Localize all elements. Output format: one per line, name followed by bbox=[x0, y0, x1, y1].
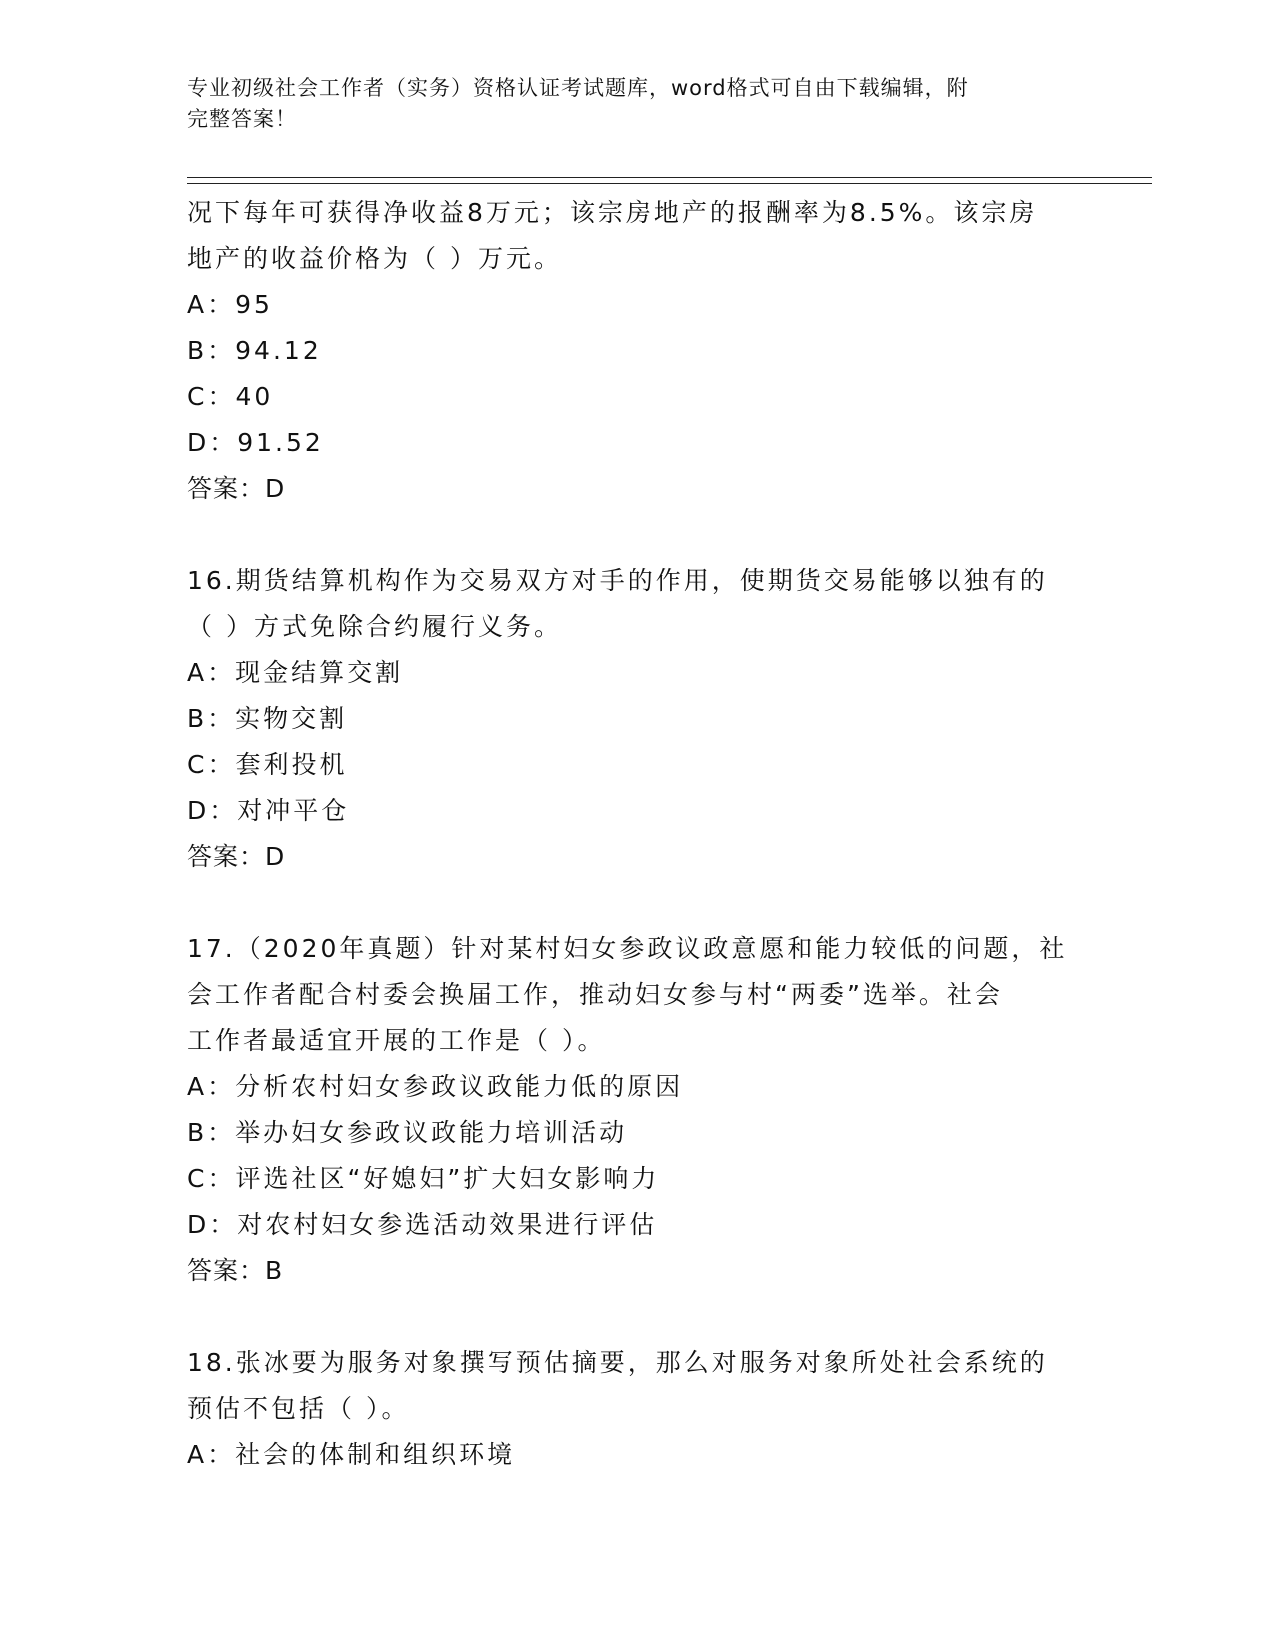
question-17 bbox=[187, 926, 1087, 1294]
option-c: C：评选社区“好媳妇”扩大妇女影响力 bbox=[187, 1164, 660, 1193]
question-stem-line: 工作者最适宜开展的工作是（ ）。 bbox=[187, 1026, 606, 1055]
question-stem-line: 况下每年可获得净收益8万元；该宗房地产的报酬率为8.5%。该宗房 bbox=[187, 198, 1038, 227]
question-18 bbox=[187, 1340, 1087, 1478]
spacer bbox=[187, 1294, 1087, 1340]
question-list bbox=[187, 190, 1087, 1478]
header-divider-bottom bbox=[187, 183, 1152, 184]
option-a: A：现金结算交割 bbox=[187, 658, 404, 687]
option-b: B：94.12 bbox=[187, 336, 322, 365]
header-line-2: 完整答案！ bbox=[187, 107, 297, 131]
question-stem-line: 17.（2020年真题）针对某村妇女参政议政意愿和能力较低的问题，社 bbox=[187, 934, 1068, 963]
question-16 bbox=[187, 558, 1087, 880]
option-d: D：对冲平仓 bbox=[187, 796, 350, 825]
option-a: A：95 bbox=[187, 290, 273, 319]
question-stem-line: 地产的收益价格为（ ）万元。 bbox=[187, 244, 562, 273]
answer-label: 答案：D bbox=[187, 474, 286, 503]
spacer bbox=[187, 512, 1087, 558]
header-line-1: 专业初级社会工作者（实务）资格认证考试题库，word格式可自由下载编辑，附 bbox=[187, 76, 969, 100]
option-a: A：社会的体制和组织环境 bbox=[187, 1440, 516, 1469]
option-a: A：分析农村妇女参政议政能力低的原因 bbox=[187, 1072, 684, 1101]
option-c: C：40 bbox=[187, 382, 274, 411]
question-stem-line: （ ）方式免除合约履行义务。 bbox=[187, 612, 562, 641]
option-b: B：实物交割 bbox=[187, 704, 348, 733]
answer-label: 答案：D bbox=[187, 842, 286, 871]
option-d: D：91.52 bbox=[187, 428, 324, 457]
answer-label: 答案：B bbox=[187, 1256, 284, 1285]
spacer bbox=[187, 880, 1087, 926]
question-stem-line: 会工作者配合村委会换届工作，推动妇女参与村“两委”选举。社会 bbox=[187, 980, 1003, 1009]
question-stem-line: 预估不包括（ ）。 bbox=[187, 1394, 410, 1423]
option-d: D：对农村妇女参选活动效果进行评估 bbox=[187, 1210, 658, 1239]
option-b: B：举办妇女参政议政能力培训活动 bbox=[187, 1118, 628, 1147]
page-header bbox=[187, 73, 1077, 135]
question-15 bbox=[187, 190, 1087, 512]
question-stem-line: 18.张冰要为服务对象撰写预估摘要，那么对服务对象所处社会系统的 bbox=[187, 1348, 1048, 1377]
option-c: C：套利投机 bbox=[187, 750, 348, 779]
header-divider-top bbox=[187, 177, 1152, 178]
question-stem-line: 16.期货结算机构作为交易双方对手的作用，使期货交易能够以独有的 bbox=[187, 566, 1048, 595]
